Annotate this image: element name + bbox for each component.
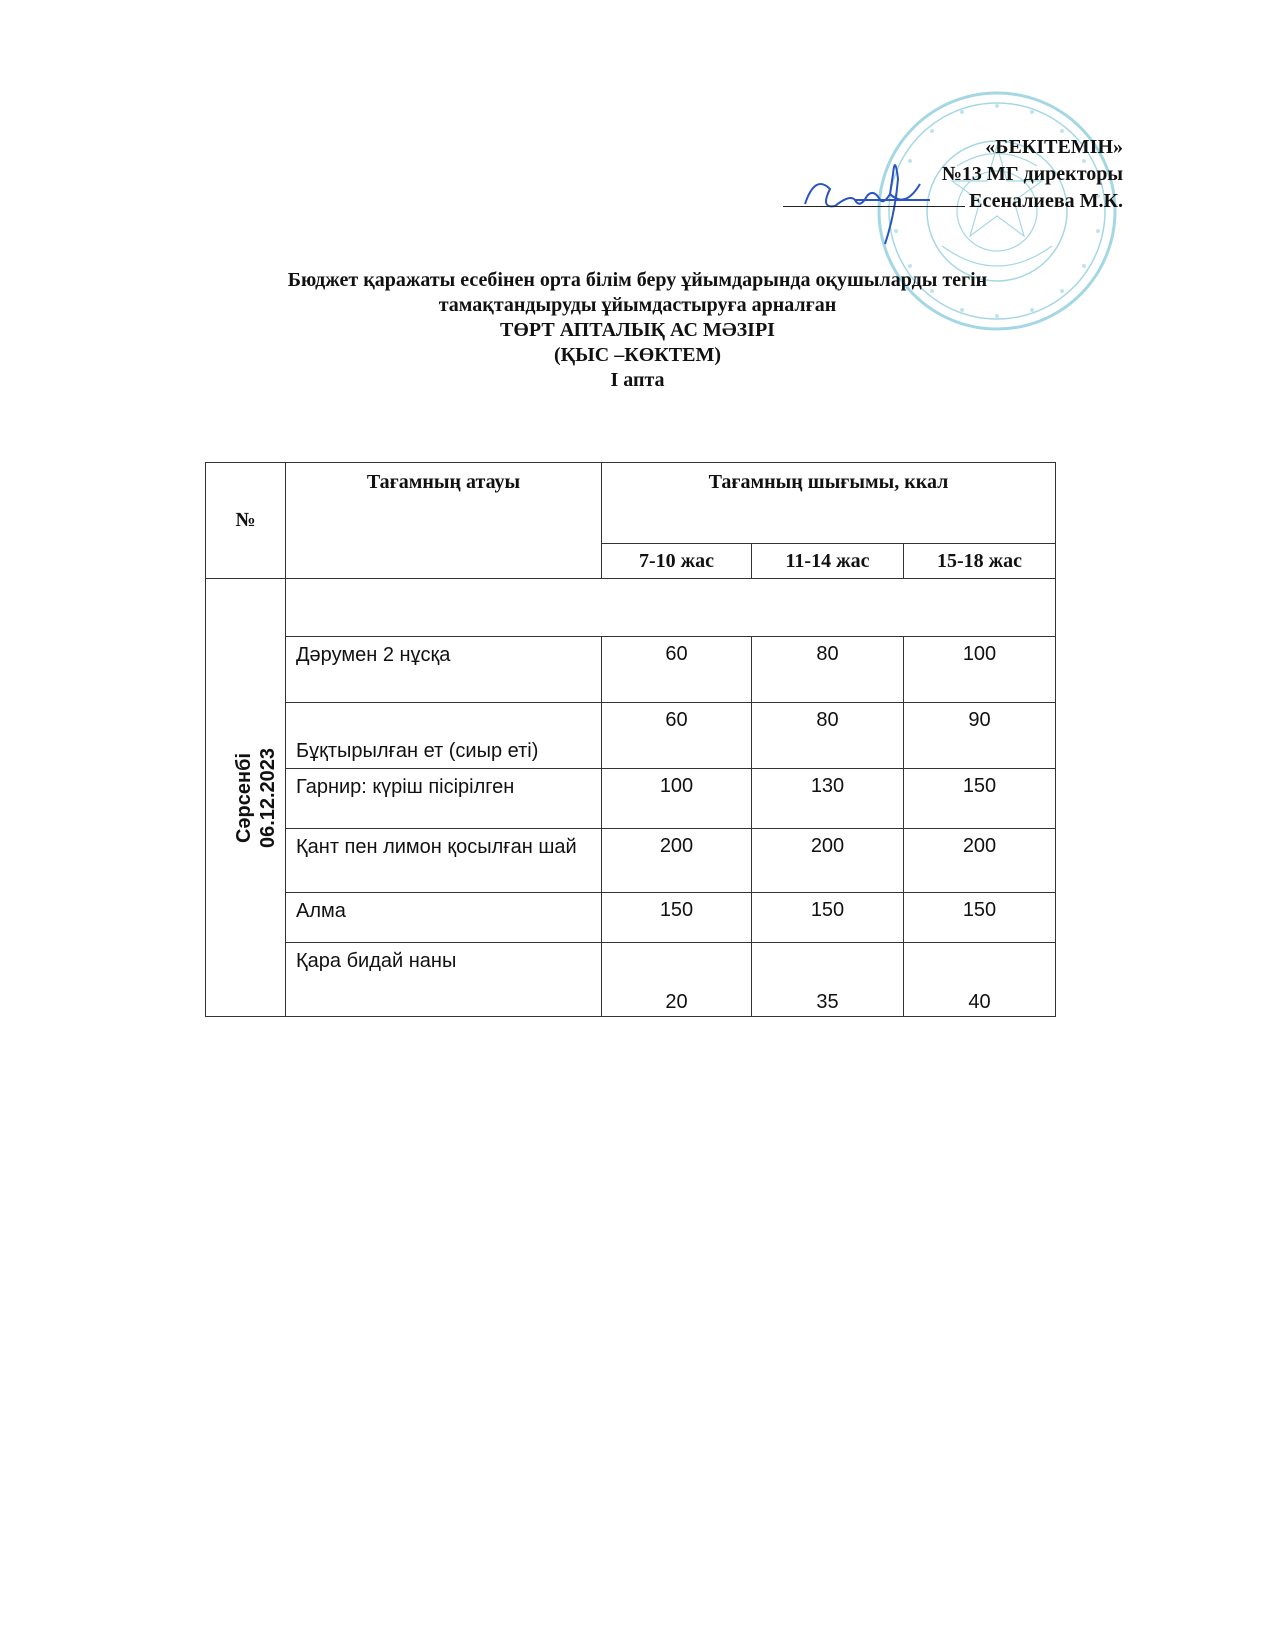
value-11-14: 150 [752,893,904,943]
title-line-4: (ҚЫС –КӨКТЕМ) [553,344,722,366]
day-label [232,747,280,847]
header-age-7-10: 7-10 жас [602,544,752,579]
table-row [206,893,1056,943]
header-number: № [206,463,286,579]
menu-table [205,462,1056,1017]
table-header-row [206,463,1056,544]
header-output: Тағамның шығымы, ккал [602,463,1056,544]
table-row-blank [206,579,1056,637]
table-row [206,943,1056,1017]
value-11-14: 80 [752,637,904,703]
blank-cell [286,579,1056,637]
signature-line [783,188,965,207]
dish-name: Қара бидай наны [286,943,602,1017]
approval-position: №13 МГ директоры [941,163,1123,185]
value-7-10: 60 [602,637,752,703]
table-row [206,769,1056,829]
value-7-10: 150 [602,893,752,943]
value-15-18: 200 [904,829,1056,893]
header-age-11-14: 11-14 жас [752,544,904,579]
value-11-14: 35 [752,943,904,1017]
document-title [0,268,1275,393]
value-15-18: 150 [904,893,1056,943]
dish-name: Бұқтырылған ет (сиыр еті) [286,703,602,769]
approval-heading: «БЕКІТЕМІН» [985,136,1123,158]
dish-name: Қант пен лимон қосылған шай [286,829,602,893]
day-cell [206,579,286,1017]
value-11-14: 130 [752,769,904,829]
title-line-5: І апта [610,369,665,391]
table-row [206,829,1056,893]
table-row [206,637,1056,703]
header-dish-name: Тағамның атауы [286,463,602,579]
value-15-18: 100 [904,637,1056,703]
approval-signature-row [783,188,1123,215]
day-date: 06.12.2023 [257,747,280,848]
title-line-3: ТӨРТ АПТАЛЫҚ АС МӘЗІРІ [500,319,775,341]
title-line-1: Бюджет қаражаты есебінен орта білім беру ұйымдарында оқушыларды тегін [287,269,988,291]
value-7-10: 60 [602,703,752,769]
value-11-14: 80 [752,703,904,769]
value-15-18: 90 [904,703,1056,769]
dish-name: Дәрумен 2 нұсқа [286,637,602,703]
table-row [206,703,1056,769]
header-age-15-18: 15-18 жас [904,544,1056,579]
value-7-10: 200 [602,829,752,893]
dish-name: Гарнир: күріш пісірілген [286,769,602,829]
value-11-14: 200 [752,829,904,893]
approval-block [783,134,1123,215]
day-weekday: Сәрсенбі [233,752,256,843]
title-line-2: тамақтандыруды ұйымдастыруға арналған [438,294,837,316]
value-7-10: 20 [602,943,752,1017]
director-name: Есеналиева М.К. [969,190,1123,212]
value-15-18: 40 [904,943,1056,1017]
value-15-18: 150 [904,769,1056,829]
value-7-10: 100 [602,769,752,829]
dish-name: Алма [286,893,602,943]
